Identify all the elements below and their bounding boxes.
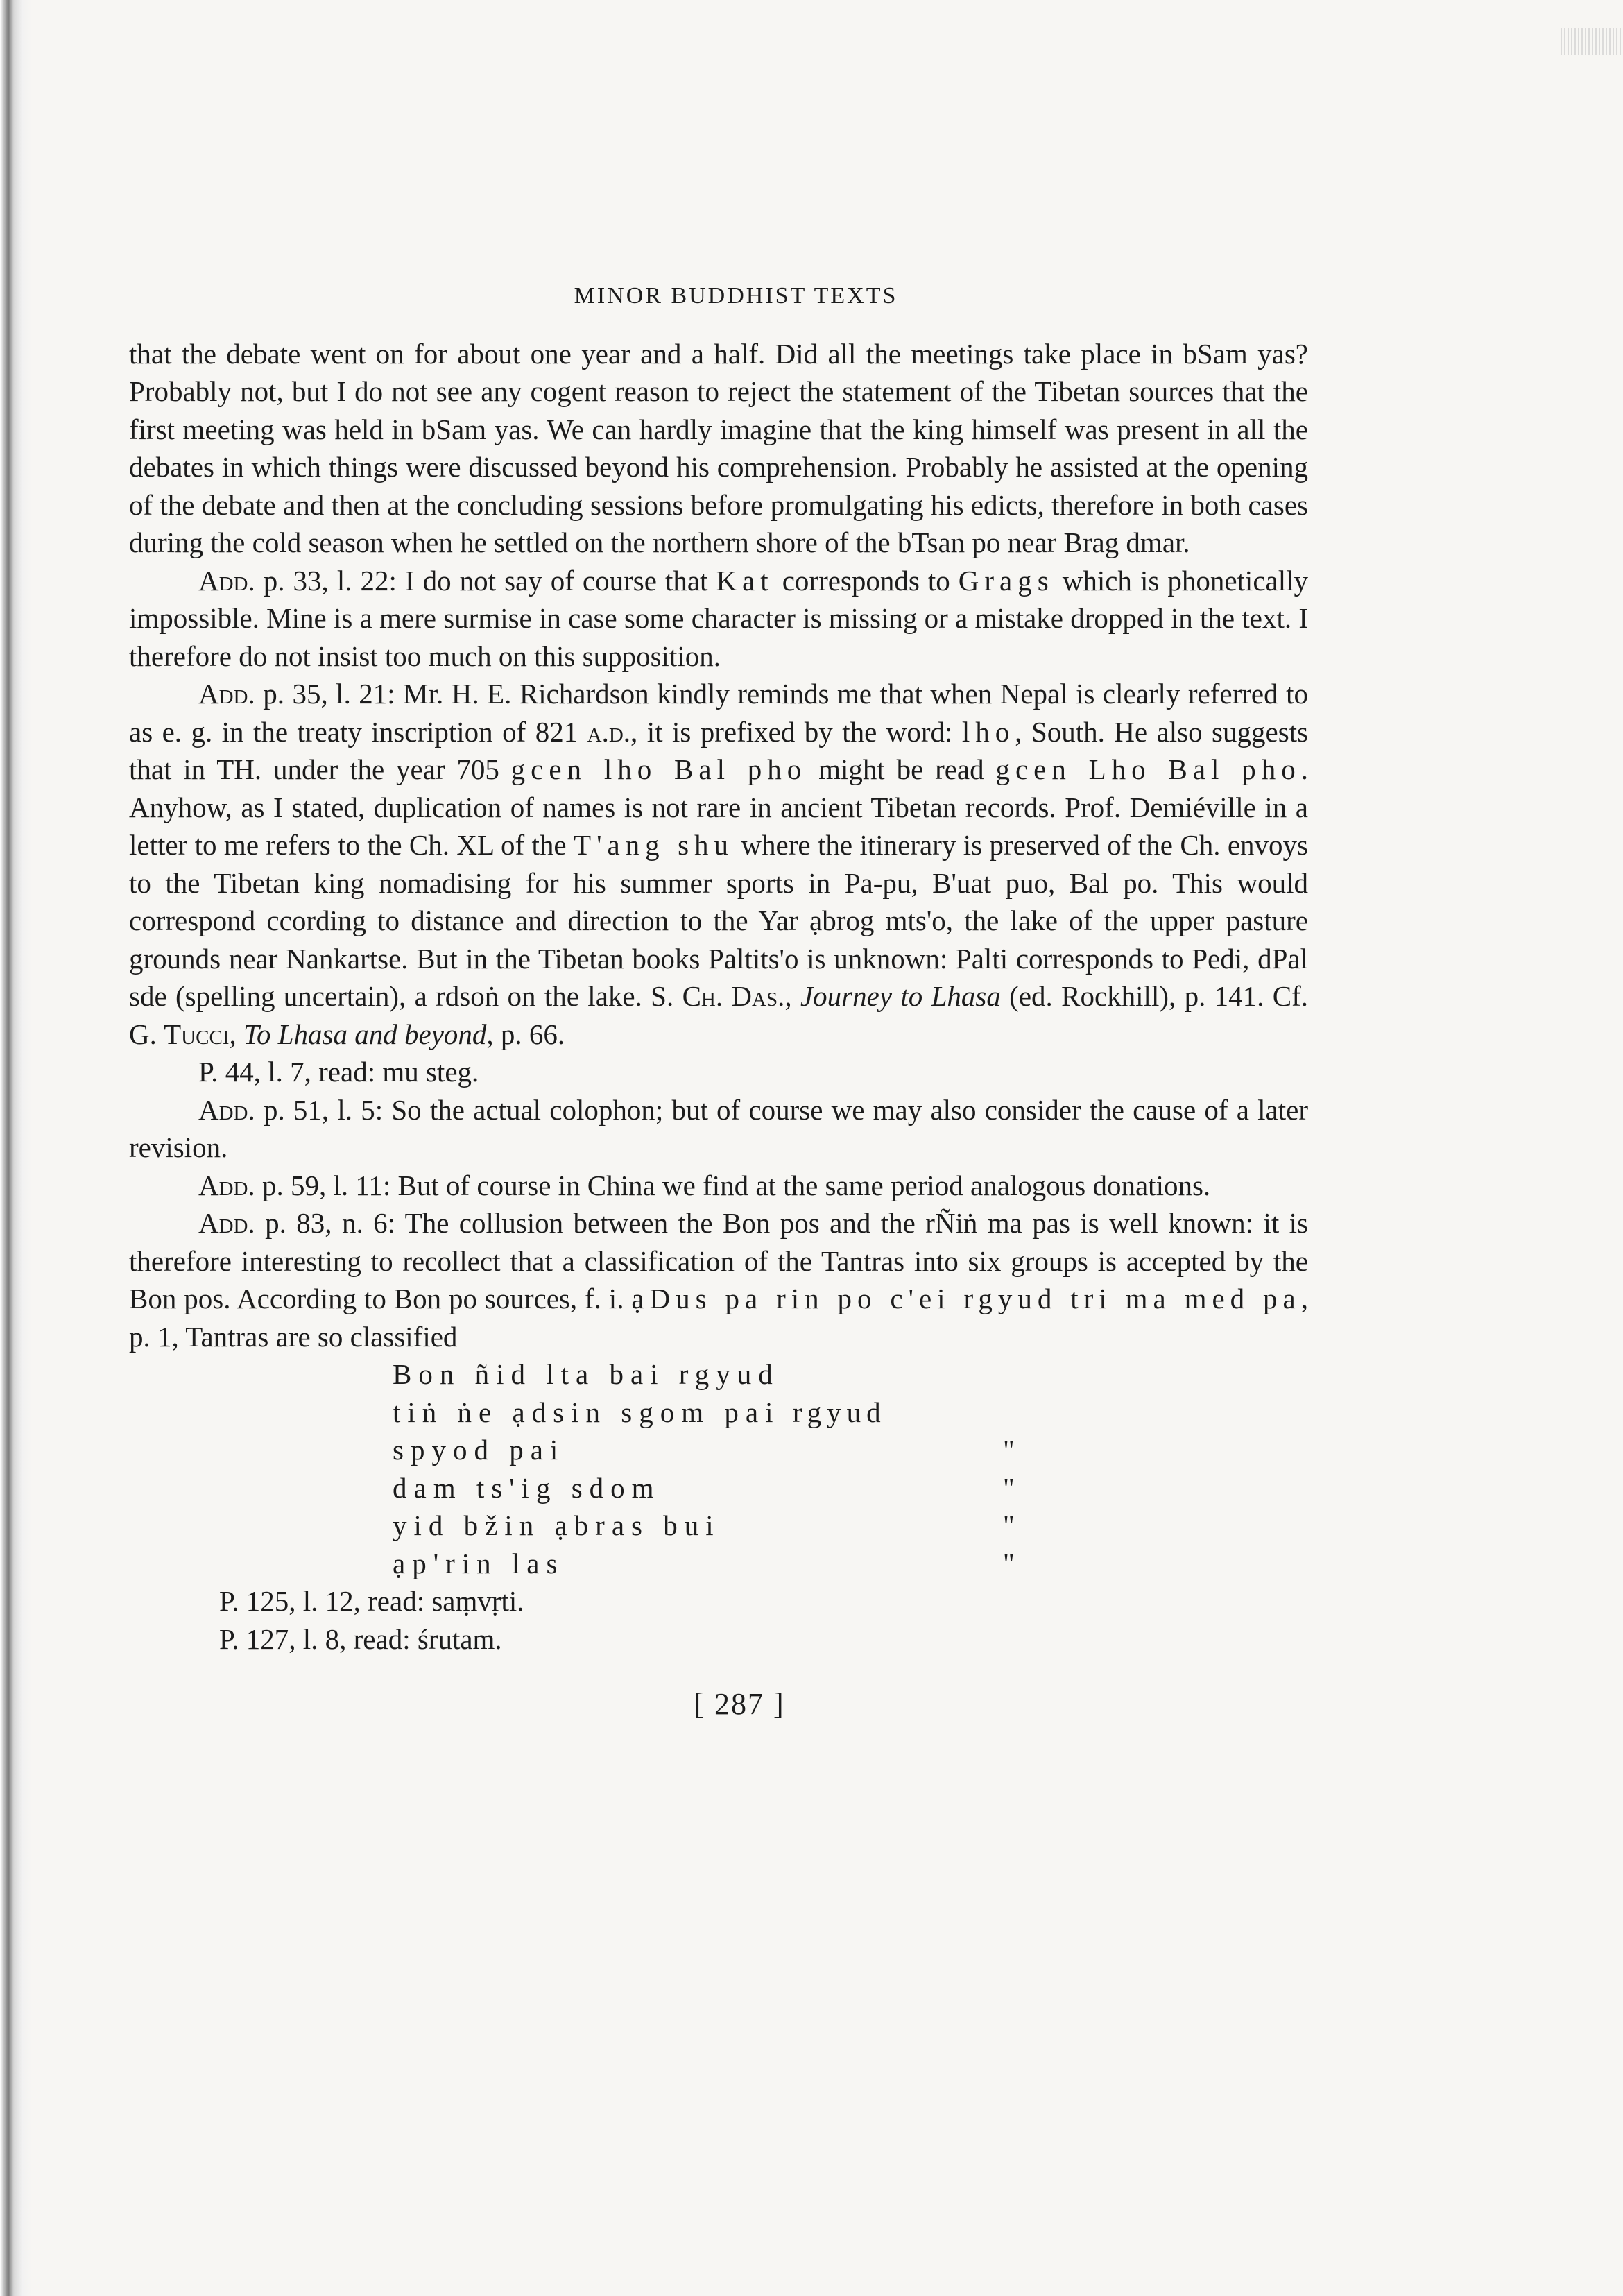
tantra-name: dam ts'ig sdom xyxy=(393,1471,661,1504)
author-name: Tucci xyxy=(164,1018,230,1050)
page-number: [ 287 ] xyxy=(694,1687,785,1721)
era-abbrev: a.d. xyxy=(587,715,631,748)
text-run: where the itinerary is preserved of the Ch. envoys to the Tibetan king nomadising for his summer sports in Pa-pu, B'uat puo, Bal po. This would correspond ccording to distance and direction to the Yar ạbrog mts'o, the lake of the upper pasture grounds near Nankartse. But in the Tibetan books Paltits'o is unknown: Palti corresponds to Pedi, dPal sde (spelling uncertain), a rdsoṅ on the lake. S. xyxy=(129,829,1308,1012)
author-name: Ch. Das. xyxy=(682,980,785,1012)
tantra-name: tiṅ ṅe ạdsin sgom pai xyxy=(393,1396,780,1428)
tantra-name: yid bžin ạbras bui xyxy=(393,1509,721,1541)
paragraph-add-35 xyxy=(129,675,1308,1053)
tantra-list-item xyxy=(393,1469,1308,1507)
paragraph-add-83 xyxy=(129,1204,1308,1355)
text-run: , p. 1, Tantras are so classified xyxy=(129,1283,1308,1353)
tantra-name: Bon ñid lta bai rgyud xyxy=(393,1358,780,1390)
text-run: (ed. Rockhill), p. 141. Cf. G. xyxy=(129,980,1308,1050)
paragraph-add-33 xyxy=(129,562,1308,676)
book-title: To Lhasa and beyond xyxy=(243,1018,487,1050)
text-run: p. 59, l. 11: But of course in China we find at the same period analogous donations. xyxy=(255,1169,1211,1201)
text-run: , South. He also suggests that in TH. under the year 705 xyxy=(129,715,1309,785)
page-body xyxy=(129,277,1308,1724)
text-run: p. 51, l. 5: So the actual colophon; but of course we may also consider the cause of a later revision. xyxy=(129,1093,1308,1163)
spaced-term: Grags xyxy=(958,564,1054,597)
text-run: corresponds to xyxy=(773,564,959,597)
add-label: Add. xyxy=(198,678,255,710)
reading-p127: P. 127, l. 8, read: śrutam. xyxy=(219,1622,502,1655)
text-run: p. 33, l. 22: I do not say of course that xyxy=(255,564,716,597)
ditto-mark: " xyxy=(1003,1434,1015,1466)
binding-edge xyxy=(0,0,32,2296)
tantra-name: spyod pai xyxy=(393,1434,565,1466)
spaced-term: gcen lho Bal pho xyxy=(510,753,807,785)
tantra-list-item xyxy=(393,1507,1308,1545)
add-label: Add. xyxy=(198,564,255,597)
tantra-list-item xyxy=(393,1431,1308,1469)
paragraph-debate: that the debate went on for about one year and a half. Did all the meetings take place in bSam yas? Probably not, but I do not see any cogent reason to reject the statement of the Tibetan sources that the first meeting was held in bSam yas. We can hardly imagine that the king himself was present in all the debates in which things were discussed beyond his comprehension. Probably he assisted at the opening of the debate and then at the concluding sessions before promulgating his edicts, therefore in both cases during the cold season when he settled on the northern shore of the bTsan po near Brag dmar. xyxy=(129,337,1308,558)
paragraph-p44: P. 44, l. 7, read: mu steg. xyxy=(198,1056,479,1088)
spaced-term: ạDus pa rin po c'ei rgyud tri ma med pa xyxy=(631,1283,1301,1314)
scan-artifact xyxy=(1561,28,1623,55)
running-head: MINOR BUDDHIST TEXTS xyxy=(574,283,898,309)
text-run: p. 83, n. 6: The collusion between the Bon pos and the rÑiṅ ma pas is well known: it is therefore interesting to recollect that a classification of the Tantras into six groups is accepted by the Bon pos. According to Bon po sources, f. i. xyxy=(129,1207,1308,1314)
add-label: Add. xyxy=(198,1093,255,1126)
book-title: Journey to Lhasa xyxy=(800,980,1001,1012)
spaced-term: lho xyxy=(961,715,1015,748)
spaced-term: T'ang shu xyxy=(574,829,735,861)
text-run: p. 35, l. 21: Mr. H. E. Richardson kindly reminds me that when Nepal is clearly referred to as e. g. in the treaty inscription of 821 xyxy=(129,678,1308,748)
add-label: Add. xyxy=(198,1207,255,1239)
paragraph-add-51 xyxy=(129,1091,1308,1167)
add-label: Add. xyxy=(198,1169,255,1201)
tantra-name: ạp'rin las xyxy=(393,1547,565,1579)
tantra-list-item xyxy=(393,1394,1308,1432)
text-run: , it is prefixed by the word: xyxy=(630,715,962,748)
paragraph-add-59 xyxy=(129,1167,1308,1205)
spaced-term: Kat xyxy=(716,564,774,597)
text-run: which is phonetically impossible. Mine is a mere surmise in case some character is missing or a mistake dropped in the text. I therefore do not insist too much on this supposition. xyxy=(129,564,1308,672)
tantra-list-item xyxy=(393,1355,1308,1394)
tantra-list-item xyxy=(393,1545,1308,1583)
tantra-suffix: rgyud xyxy=(780,1396,886,1428)
ditto-mark: " xyxy=(1003,1471,1015,1504)
text-run: , xyxy=(784,980,800,1012)
text-run: , xyxy=(229,1018,243,1050)
text-run: . Anyhow, as I stated, duplication of names is not rare in ancient Tibetan records. Prof. Demiéville in a letter to me refers to the Ch. XL of the xyxy=(129,753,1308,861)
ditto-mark: " xyxy=(1003,1509,1015,1541)
text-run: , p. 66. xyxy=(486,1018,565,1050)
spaced-term: gcen Lho Bal pho xyxy=(995,753,1301,785)
ditto-mark: " xyxy=(1003,1547,1015,1579)
tantra-classification-list xyxy=(393,1355,1308,1582)
reading-p125: P. 125, l. 12, read: saṃvṛti. xyxy=(219,1585,524,1617)
text-run: might be read xyxy=(807,753,996,785)
